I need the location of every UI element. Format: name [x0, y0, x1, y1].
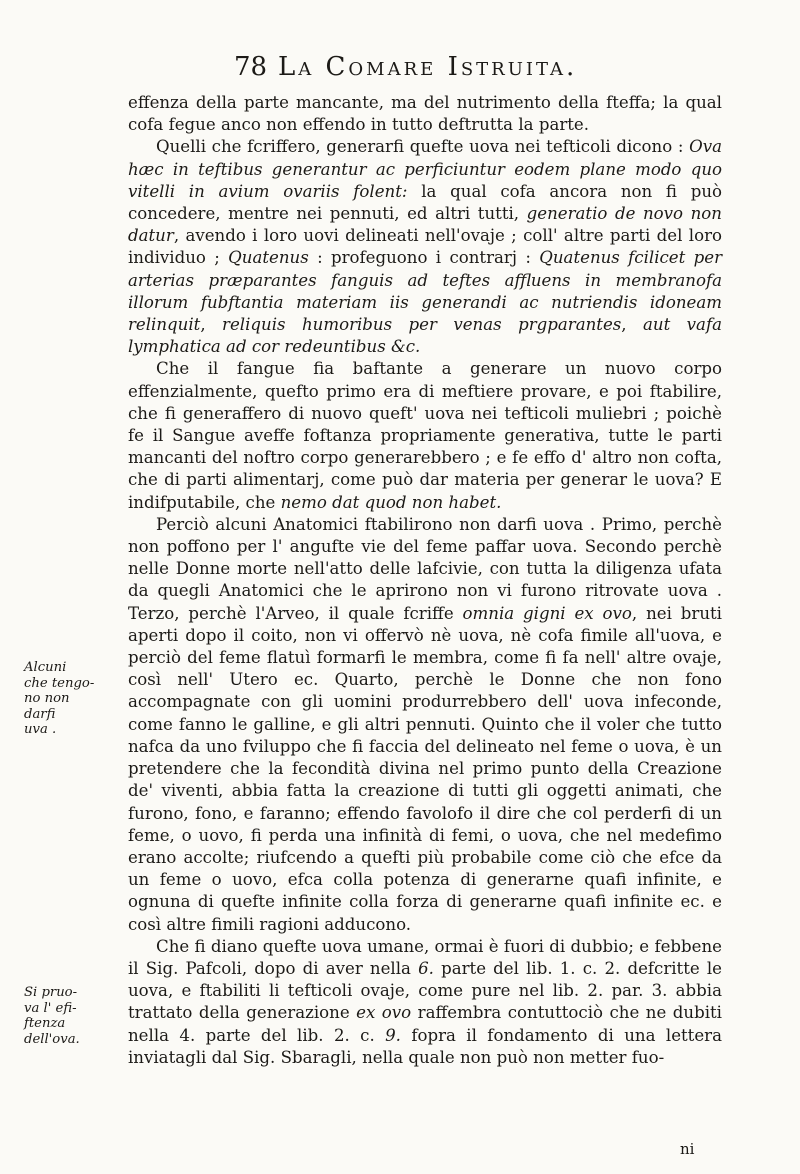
text-run: , nei bruti aperti dopo il coito, non vi offervò nè uova, nè cofa fimile all'uova, e perciò del feme flatuì formarfi le membra, come fi fa nell' altre ovaje, così nell' Utero ec. Quarto, perchè le Donne che non fono accompagnate con gli uomini produrrebbero dell' uova infeconde, come fanno le galline, e gli altri pennuti. Quinto che il voler che tutto nafca da uno fviluppo che fi faccia del delineato nel feme o uova, è un pretendere che la fecondità divina nel primo punto della Creazione de' viventi, abbia fatta la creazione di tutti gli oggetti animati, che furono, fono, e faranno; effendo favolofo il dire che col perderfi di un feme, o uovo, fi perda una infinità di femi, o uova, che nel medefimo erano accolte; riufcendo a quefti più probabile come ciò che efce da un feme o uovo, efca colla potenza di generarne quafi infinite, e ognuna di quefte infinite colla forza di generarne quafi infinite ec. e così altre fimili ragioni adducono.: [128, 603, 722, 934]
text-run: Perciò alcuni Anatomici ftabilirono non darfi uova . Primo, perchè non poffono per l' angufte vie del feme paffar uova. Secondo perchè nelle Donne morte nell'atto delle lafcivie, con tutta la diligenza ufata da quegli Anatomici che le aprirono non vi furono ritrovate uova . Terzo, perchè l'Arveo, il quale fcriffe: [128, 514, 722, 623]
italic-text: omnia gigni ex ovo: [462, 603, 632, 623]
page-header: [0, 50, 800, 90]
text-run: la qual cofa ancora non fi può concedere, mentre nei pennuti, ed altri tutti,: [128, 181, 722, 224]
text-run: fopra il fondamento di una lettera inviatagli dal Sig. Sbaragli, nella quale non può non metter fuo-: [128, 1025, 722, 1067]
text-run: parte del lib. 1. c. 2. defcritte le uova, e ftabiliti li tefticoli ovaje, come pure nel lib. 2. par. 3. abbia trattato della generazione: [128, 958, 722, 1023]
paragraph-4: [128, 514, 722, 936]
margin-note-line: darfi: [24, 706, 56, 722]
margin-note-line: uva .: [24, 722, 57, 737]
italic-text: Quatenus fcilicet per arterias præparantes fanguis ad teftes affluens in membranofa illorum fubftantia materiam iis generandi ac nutriendis idoneam relinquit: [128, 248, 723, 335]
margin-note-line: dell'ova.: [24, 1031, 80, 1047]
margin-note-alcuni: [24, 660, 98, 738]
margin-note-line: no non: [24, 691, 70, 706]
margin-note-line: va l' efi-: [24, 1000, 77, 1016]
text-run: Che il fangue fia baftante a generare un nuovo corpo effenzialmente, quefto primo era di meftiere provare, e poi ftabilire, che fi generaffero di nuovo queft' uova nei tefticoli muliebri ; poichè fe il Sangue aveffe foftanza propriamente generativa, tutte le parti mancanti del noftro corpo generarebbero ; e fe effo d' altro non cofta, che di parti alimentarj, come può dar materia per generar le uova? E indifputabile, che: [128, 359, 722, 512]
running-title: La Comare Istruita.: [278, 52, 578, 82]
paragraph-3: [128, 358, 722, 513]
margin-note-si-pruova: [24, 985, 98, 1047]
italic-text: 9.: [385, 1025, 401, 1045]
italic-text: generatio de novo non datur: [128, 204, 722, 246]
text-run: : profeguono i contrarj :: [308, 248, 540, 268]
text-run: Quelli che fcriffero, generarfi quefte uova nei tefticoli dicono :: [156, 137, 690, 157]
text-run: , avendo i loro uovi delineati nell'ovaje ; coll' altre parti del loro individuo ;: [128, 226, 722, 268]
margin-note-line: Si pruo-: [24, 985, 78, 1000]
body-text: [128, 92, 722, 1069]
paragraph-5: [128, 936, 722, 1069]
paragraph-1: [128, 92, 722, 136]
italic-text: ex ovo: [356, 1003, 412, 1023]
italic-text: reliquis humoribus per venas prgparantes: [222, 315, 622, 335]
text-run: Che fi diano quefte uova umane, ormai è fuori di dubbio; e febbene il Sig. Pafcoli, dopo di aver nella: [128, 936, 722, 978]
page-number: 78: [234, 52, 268, 82]
italic-text: Ova hæc in teftibus generantur ac perficiuntur eodem plane modo quo vitelli in avium ovariis folent:: [128, 137, 722, 201]
margin-note-line: ftenza: [24, 1016, 66, 1031]
italic-text: aut vafa lymphatica ad cor redeuntibus &c.: [128, 315, 722, 357]
margin-note-line: Alcuni: [24, 660, 67, 675]
italic-text: Quatenus: [228, 248, 309, 268]
text-run: ,: [621, 315, 643, 335]
text-run: ,: [200, 315, 223, 335]
text-run: effenza della parte mancante, ma del nutrimento della fteffa; la qual cofa fegue anco non effendo in tutto deftrutta la parte.: [128, 93, 722, 135]
text-run: raffembra contuttociò che ne dubiti nella 4. parte del lib. 2. c.: [128, 1003, 722, 1045]
paragraph-2: [128, 136, 722, 358]
italic-text: nemo dat quod non habet.: [280, 492, 502, 512]
margin-note-line: che tengo-: [24, 675, 95, 691]
catchword: ni: [680, 1140, 695, 1158]
italic-text: 6.: [418, 958, 434, 978]
